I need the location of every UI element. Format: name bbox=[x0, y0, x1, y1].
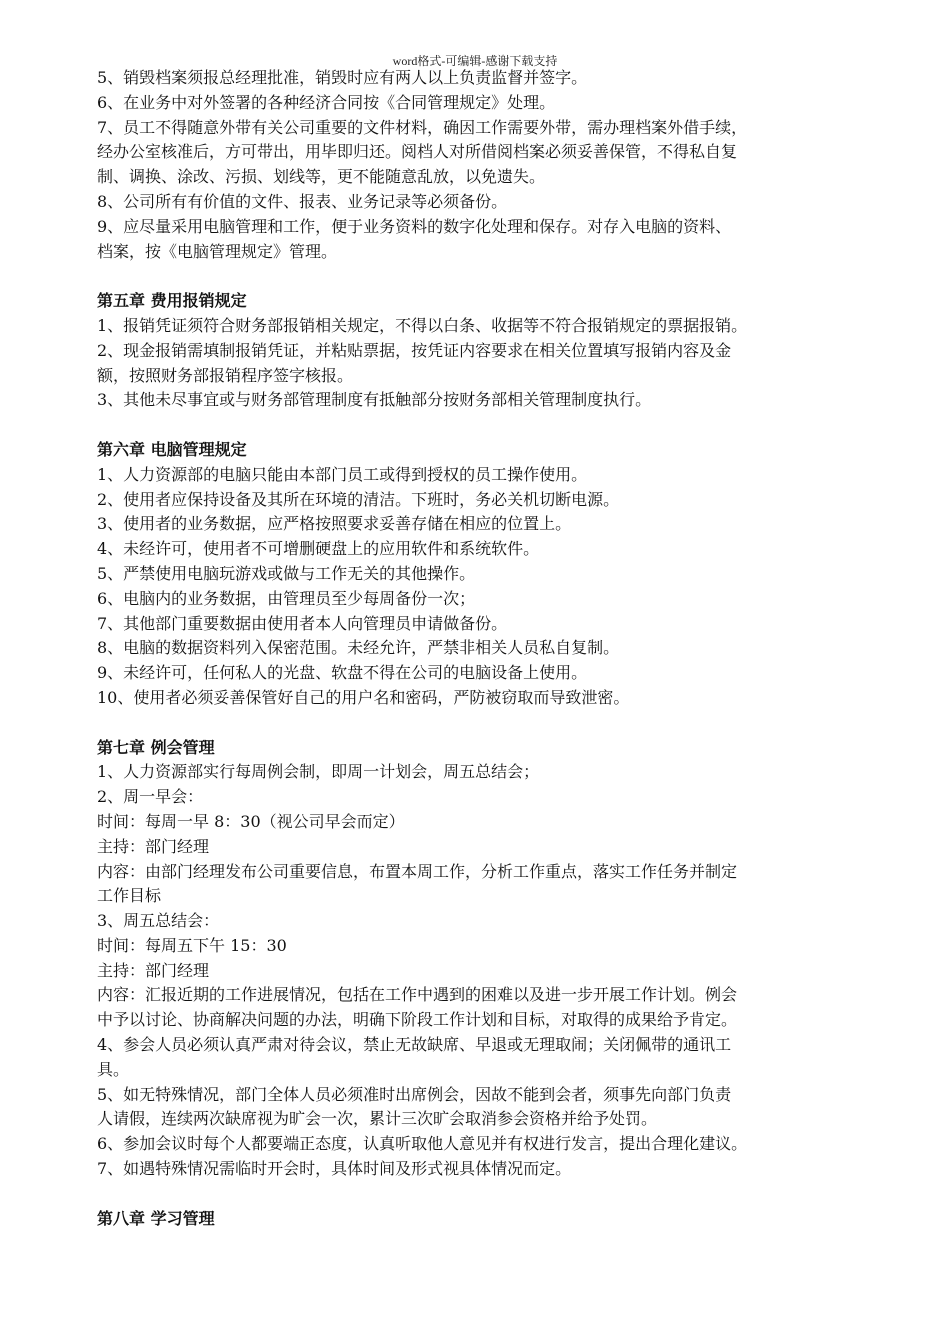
text-line: 人请假，连续两次缺席视为旷会一次，累计三次旷会取消参会资格并给予处罚。 bbox=[97, 1109, 658, 1129]
text-line: 内容：由部门经理发布公司重要信息，布置本周工作，分析工作重点，落实工作任务并制定 bbox=[97, 861, 738, 881]
text-line: 9、未经许可，任何私人的光盘、软盘不得在公司的电脑设备上使用。 bbox=[97, 663, 588, 683]
text-line: 7、员工不得随意外带有关公司重要的文件材料，确因工作需要外带，需办理档案外借手续， bbox=[97, 117, 748, 137]
text-line: 6、参加会议时每个人都要端正态度，认真听取他人意见并有权进行发言，提出合理化建议。 bbox=[97, 1134, 748, 1154]
text-line: 4、未经许可，使用者不可增删硬盘上的应用软件和系统软件。 bbox=[97, 539, 540, 559]
text-line: 8、电脑的数据资料列入保密范围。未经允许，严禁非相关人员私自复制。 bbox=[97, 638, 620, 658]
text-line: 9、应尽量采用电脑管理和工作，便于业务资料的数字化处理和保存。对存入电脑的资料、 bbox=[97, 216, 732, 236]
text-line: 6、电脑内的业务数据，由管理员至少每周备份一次； bbox=[97, 588, 476, 608]
text-line: 5、销毁档案须报总经理批准，销毁时应有两人以上负责监督并签字。 bbox=[97, 68, 588, 87]
text-line: 档案，按《电脑管理规定》管理。 bbox=[97, 241, 338, 261]
text-line: 额，按照财务部报销程序签字核报。 bbox=[97, 365, 354, 385]
text-line: 时间：每周五下午 15：30 bbox=[97, 935, 287, 955]
text-line: 1、报销凭证须符合财务部报销相关规定，不得以白条、收据等不符合报销规定的票据报销。 bbox=[97, 315, 748, 335]
text-line: 内容：汇报近期的工作进展情况，包括在工作中遇到的困难以及进一步开展工作计划。例会 bbox=[97, 985, 738, 1005]
paragraph-gap bbox=[97, 1182, 859, 1207]
text-line: 2、使用者应保持设备及其所在环境的清洁。下班时，务必关机切断电源。 bbox=[97, 489, 620, 509]
text-line: 1、人力资源部的电脑只能由本部门员工或得到授权的员工操作使用。 bbox=[97, 464, 588, 484]
text-line: 7、如遇特殊情况需临时开会时，具体时间及形式视具体情况而定。 bbox=[97, 1159, 572, 1179]
text-line: 2、周一早会： bbox=[97, 787, 204, 807]
text-line: 1、人力资源部实行每周例会制，即周一计划会，周五总结会； bbox=[97, 762, 540, 782]
text-line: 10、使用者必须妥善保管好自己的用户名和密码，严防被窃取而导致泄密。 bbox=[97, 687, 630, 707]
text-line: 3、周五总结会： bbox=[97, 911, 220, 931]
text-line: 4、参会人员必须认真严肃对待会议，禁止无故缺席、早退或无理取闹；关闭佩带的通讯工 bbox=[97, 1035, 732, 1055]
chapter-heading: 第八章 学习管理 bbox=[97, 1208, 215, 1228]
text-line: 7、其他部门重要数据由使用者本人向管理员申请做备份。 bbox=[97, 613, 508, 633]
text-line: 时间：每周一早 8：30（视公司早会而定） bbox=[97, 811, 405, 831]
chapter-heading: 第五章 费用报销规定 bbox=[97, 291, 247, 311]
text-line: 5、如无特殊情况，部门全体人员必须准时出席例会，因故不能到会者，须事先向部门负责 bbox=[97, 1084, 732, 1104]
text-line: 制、调换、涂改、污损、划线等，更不能随意乱放，以免遗失。 bbox=[97, 167, 546, 187]
document-body bbox=[97, 66, 859, 1231]
chapter-heading: 第六章 电脑管理规定 bbox=[97, 439, 247, 459]
text-line: 经办公室核准后，方可带出，用毕即归还。阅档人对所借阅档案必须妥善保管，不得私自复 bbox=[97, 142, 738, 162]
paragraph-gap bbox=[97, 711, 859, 736]
text-line: 工作目标 bbox=[97, 886, 162, 906]
page-header: word格式-可编辑-感谢下载支持 bbox=[392, 54, 558, 68]
text-line: 主持：部门经理 bbox=[97, 960, 210, 980]
paragraph-gap bbox=[97, 264, 859, 289]
text-line: 2、现金报销需填制报销凭证，并粘贴票据，按凭证内容要求在相关位置填写报销内容及金 bbox=[97, 340, 732, 360]
chapter-heading: 第七章 例会管理 bbox=[97, 737, 215, 757]
text-line: 8、公司所有有价值的文件、报表、业务记录等必须备份。 bbox=[97, 191, 508, 211]
text-line: 具。 bbox=[97, 1059, 130, 1079]
paragraph-gap bbox=[97, 413, 859, 438]
text-line: 3、使用者的业务数据，应严格按照要求妥善存储在相应的位置上。 bbox=[97, 514, 572, 534]
text-line: 主持：部门经理 bbox=[97, 836, 210, 856]
text-line: 5、严禁使用电脑玩游戏或做与工作无关的其他操作。 bbox=[97, 563, 476, 583]
text-line: 中予以讨论、协商解决问题的办法，明确下阶段工作计划和目标，对取得的成果给予肯定。 bbox=[97, 1010, 738, 1030]
text-line: 6、在业务中对外签署的各种经济合同按《合同管理规定》处理。 bbox=[97, 92, 556, 112]
text-line: 3、其他未尽事宜或与财务部管理制度有抵触部分按财务部相关管理制度执行。 bbox=[97, 390, 652, 410]
